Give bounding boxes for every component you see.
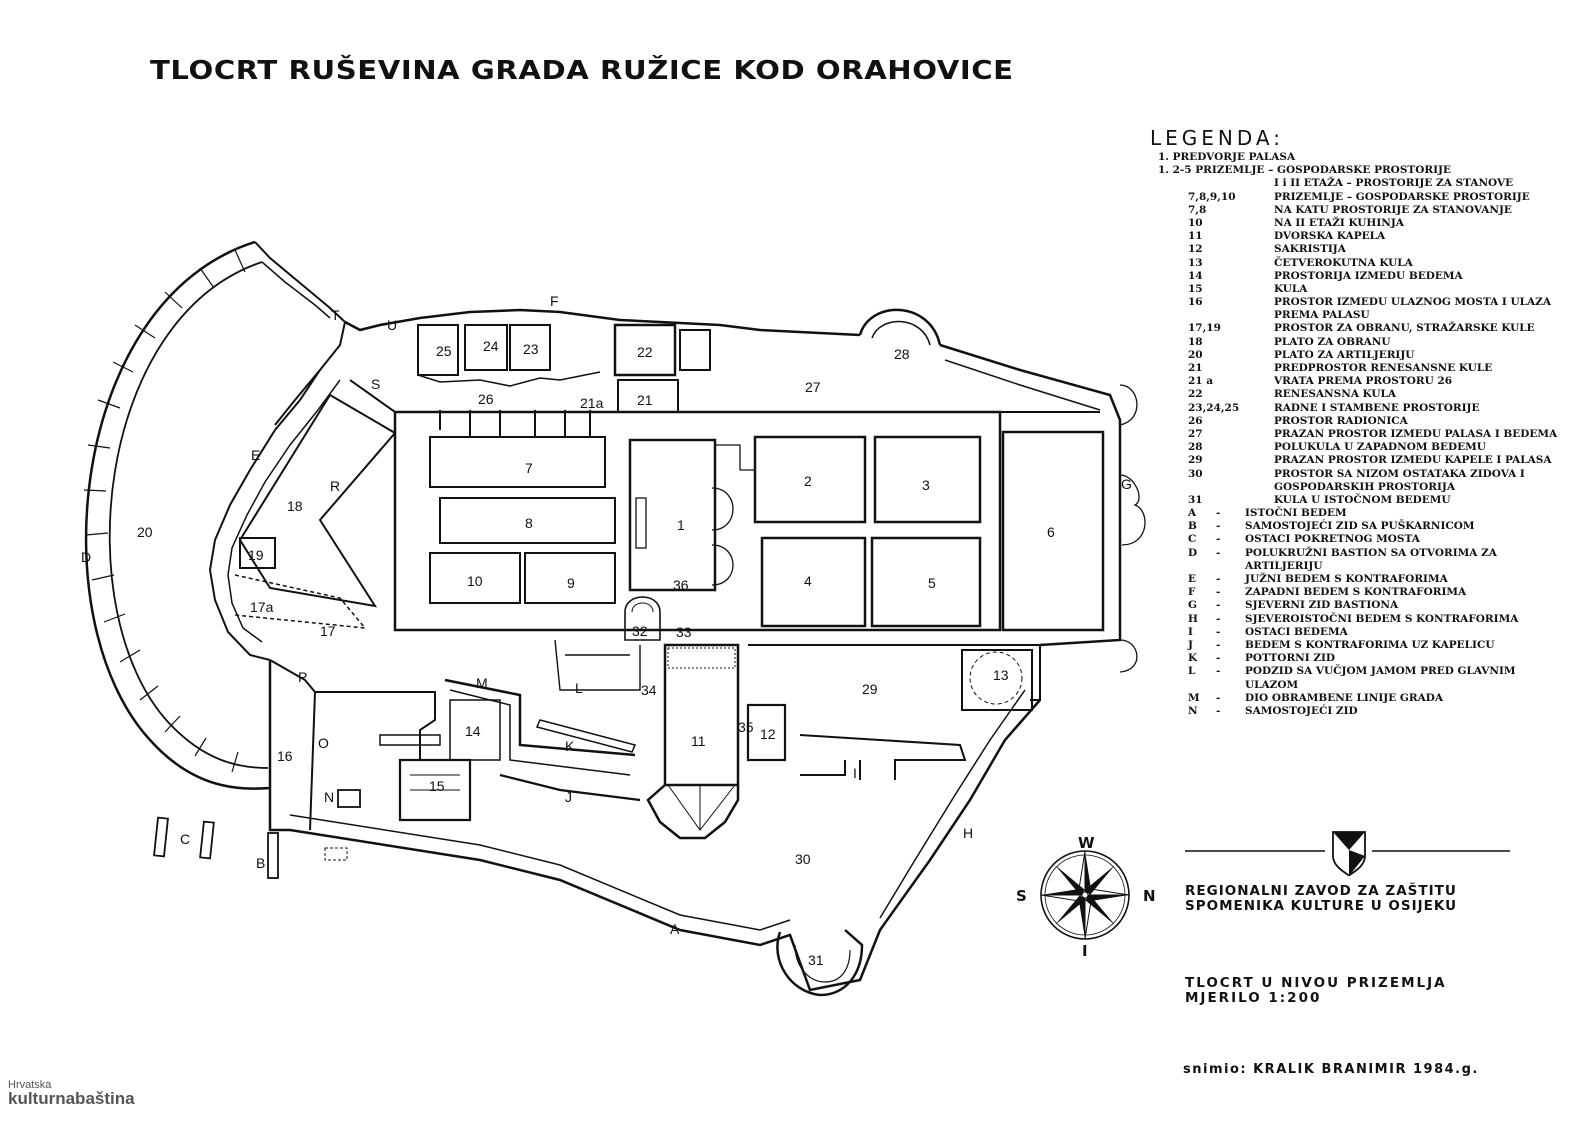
institution-line: SPOMENIKA KULTURE U OSIJEKU (1185, 898, 1458, 914)
room-label-21: 21 (637, 392, 653, 408)
legend-item: I - OSTACI BEDEMA (1188, 625, 1348, 638)
legend-heading: LEGENDA: (1150, 126, 1284, 150)
wall-label-L: L (575, 680, 583, 696)
room-label-30: 30 (795, 851, 811, 867)
page-title: TLOCRT RUŠEVINA GRADA RUŽICE KOD ORAHOVICE (150, 56, 1014, 86)
watermark-logo (8, 1078, 135, 1106)
legend-item: ULAZOM (1245, 678, 1299, 691)
legend-item: PREMA PALASU (1274, 309, 1370, 322)
wall-label-N: N (324, 789, 335, 805)
legend-item: 18 PLATO ZA OBRANU (1188, 335, 1391, 348)
room-label-28: 28 (894, 346, 910, 362)
wall-label-T: T (331, 307, 340, 323)
room-label-15: 15 (429, 778, 445, 794)
room-label-32: 32 (632, 623, 648, 639)
room-label-35: 35 (738, 719, 754, 735)
watermark-line: Hrvatska (8, 1079, 52, 1091)
legend-item: GOSPODARSKIH PROSTORIJA (1274, 480, 1455, 493)
room-label-19: 19 (248, 547, 264, 563)
room-label-21a: 21a (580, 395, 604, 411)
compass-label-top: W (1078, 834, 1095, 852)
room-label-25: 25 (436, 343, 452, 359)
legend-item: 20 PLATO ZA ARTILJERIJU (1188, 348, 1415, 361)
legend-item: D - POLUKRUŽNI BASTION SA OTVORIMA ZA (1188, 546, 1497, 559)
legend-item: I i II ETAŽA – PROSTORIJE ZA STANOVE (1274, 177, 1514, 190)
legend-item: E - JUŽNI BEDEM S KONTRAFORIMA (1188, 573, 1448, 585)
room-label-5: 5 (928, 575, 936, 591)
scale-line: MJERILO 1:200 (1185, 990, 1322, 1006)
legend-item: 22 RENESANSNA KULA (1188, 388, 1397, 401)
room-label-23: 23 (523, 341, 539, 357)
room-label-9: 9 (567, 575, 575, 591)
institution-name (1185, 884, 1457, 914)
legend-header-line: 1. PREDVORJE PALASA (1158, 151, 1296, 163)
room-label-2: 2 (804, 473, 812, 489)
room-label-24: 24 (483, 338, 499, 354)
institution-line: REGIONALNI ZAVOD ZA ZAŠTITU (1185, 883, 1457, 899)
wall-label-A: A (670, 921, 680, 937)
room-label-27: 27 (805, 379, 821, 395)
wall-label-G: G (1121, 476, 1132, 492)
legend-item: C - OSTACI POKRETNOG MOSTA (1188, 533, 1420, 546)
room-label-34: 34 (641, 682, 657, 698)
legend-item: 21 a VRATA PREMA PROSTORU 26 (1188, 375, 1452, 388)
legend-header-line: 1. 2-5 PRIZEMLJE – GOSPODARSKE PROSTORIJE (1158, 164, 1451, 177)
room-label-33: 33 (676, 624, 692, 640)
room-label-36: 36 (673, 577, 689, 593)
room-label-8: 8 (525, 515, 533, 531)
plan-level-caption (1185, 976, 1447, 1006)
legend-item: J - BEDEM S KONTRAFORIMA UZ KAPELICU (1188, 638, 1495, 651)
wall-label-K: K (565, 738, 575, 754)
wall-label-D: D (81, 549, 92, 565)
room-label-4: 4 (804, 573, 812, 589)
legend-item: 26 PROSTOR RADIONICA (1188, 414, 1408, 427)
room-label-10: 10 (467, 573, 483, 589)
wall-label-H: H (963, 825, 974, 841)
wall-label-O: O (318, 735, 329, 751)
surveyed-by: snimio: KRALIK BRANIMIR 1984.g. (1183, 1062, 1479, 1077)
compass-rose-icon (1041, 851, 1129, 939)
bastion-inner-wall (110, 262, 268, 768)
legend-item: H - SJEVEROISTOČNI BEDEM S KONTRAFORIMA (1188, 612, 1519, 625)
legend-item: 23,24,25 RADNE I STAMBENE PROSTORIJE (1188, 401, 1480, 414)
bastion-outer-wall (86, 242, 270, 789)
legend-item: 15 KULA (1188, 282, 1308, 295)
legend-item: 11 DVORSKA KAPELA (1188, 230, 1386, 243)
room-label-12: 12 (760, 726, 776, 742)
compass-label-bottom: I (1082, 942, 1088, 960)
wall-label-M: M (476, 675, 488, 691)
wall-label-E: E (251, 447, 261, 463)
legend-item: 7,8 NA KATU PROSTORIJE ZA STANOVANJE (1188, 203, 1512, 216)
room-label-18: 18 (287, 498, 303, 514)
legend-item: 21 PREDPROSTOR RENESANSNE KULE (1188, 362, 1493, 374)
legend-item: ARTILJERIJU (1245, 559, 1323, 572)
legend-item: 27 PRAZAN PROSTOR IZMEDU PALASA I BEDEMA (1188, 427, 1558, 440)
legend-item: N - SAMOSTOJEĆI ZID (1188, 704, 1358, 717)
wall-label-B: B (256, 855, 266, 871)
room-label-1: 1 (677, 517, 685, 533)
legend-item: A - ISTOČNI BEDEM (1188, 507, 1347, 520)
room-label-29: 29 (862, 681, 878, 697)
plan-level-line: TLOCRT U NIVOU PRIZEMLJA (1185, 975, 1447, 991)
bastion-embrasures (84, 250, 245, 772)
wall-label-U: U (387, 317, 398, 333)
legend-item: B - SAMOSTOJEĆI ZID SA PUŠKARNICOM (1188, 520, 1475, 533)
room-label-22: 22 (637, 344, 653, 360)
legend-item: 17,19 PROSTOR ZA OBRANU, STRAŽARSKE KULE (1188, 322, 1535, 335)
room-label-16: 16 (277, 748, 293, 764)
room-label-31: 31 (808, 952, 824, 968)
legend-item: 29 PRAZAN PROSTOR IZMEDU KAPELE I PALASA (1188, 454, 1552, 467)
wall-label-I: I (853, 765, 857, 781)
wall-label-R: R (330, 478, 341, 494)
watermark-line: kulturnabaština (8, 1089, 135, 1108)
room-label-3: 3 (922, 477, 930, 493)
room-label-14: 14 (465, 723, 481, 739)
wall-label-P: P (298, 669, 308, 685)
legend-item: 10 NA II ETAŽI KUHINJA (1188, 216, 1404, 229)
legend-item: 13 ČETVEROKUTNA KULA (1188, 256, 1413, 269)
room-label-26: 26 (478, 391, 494, 407)
wall-label-J: J (565, 789, 572, 805)
compass-label-left: S (1016, 887, 1027, 905)
room-label-7: 7 (525, 460, 533, 476)
legend-item: 28 POLUKULA U ZAPADNOM BEDEMU (1188, 441, 1486, 454)
wall-label-C: C (180, 831, 191, 847)
legend-item: F - ZAPADNI BEDEM S KONTRAFORIMA (1188, 586, 1467, 599)
legend-item: 7,8,9,10 PRIZEMLJE – GOSPODARSKE PROSTORIJE (1188, 190, 1530, 203)
legend-item: 30 PROSTOR SA NIZOM OSTATAKA ZIDOVA I (1188, 467, 1525, 480)
room-label-17a: 17a (250, 599, 274, 615)
wall-label-S: S (371, 376, 381, 392)
room-label-17: 17 (320, 623, 336, 639)
legend-item: L - PODZID SA VUČJOM JAMOM PRED GLAVNIM (1188, 665, 1516, 678)
shield-crest-icon (1333, 832, 1365, 876)
room-label-20: 20 (137, 524, 153, 540)
legend-item: M - DIO OBRAMBENE LINIJE GRADA (1188, 691, 1443, 704)
legend-item: K - POTTORNI ZID (1188, 652, 1336, 665)
legend-item: 14 PROSTORIJA IZMEDU BEDEMA (1188, 269, 1463, 282)
legend-item: 31 KULA U ISTOČNOM BEDEMU (1188, 493, 1451, 506)
room-label-13: 13 (993, 667, 1009, 683)
compass-label-right: N (1143, 887, 1156, 905)
legend-item: 12 SAKRISTIJA (1188, 243, 1346, 256)
room-label-11: 11 (691, 733, 706, 749)
wall-label-F: F (550, 293, 559, 309)
legend-item: 16 PROSTOR IZMEDU ULAZNOG MOSTA I ULAZA (1188, 296, 1551, 309)
room-label-6: 6 (1047, 524, 1055, 540)
legend-item: G - SJEVERNI ZID BASTIONA (1188, 599, 1399, 612)
